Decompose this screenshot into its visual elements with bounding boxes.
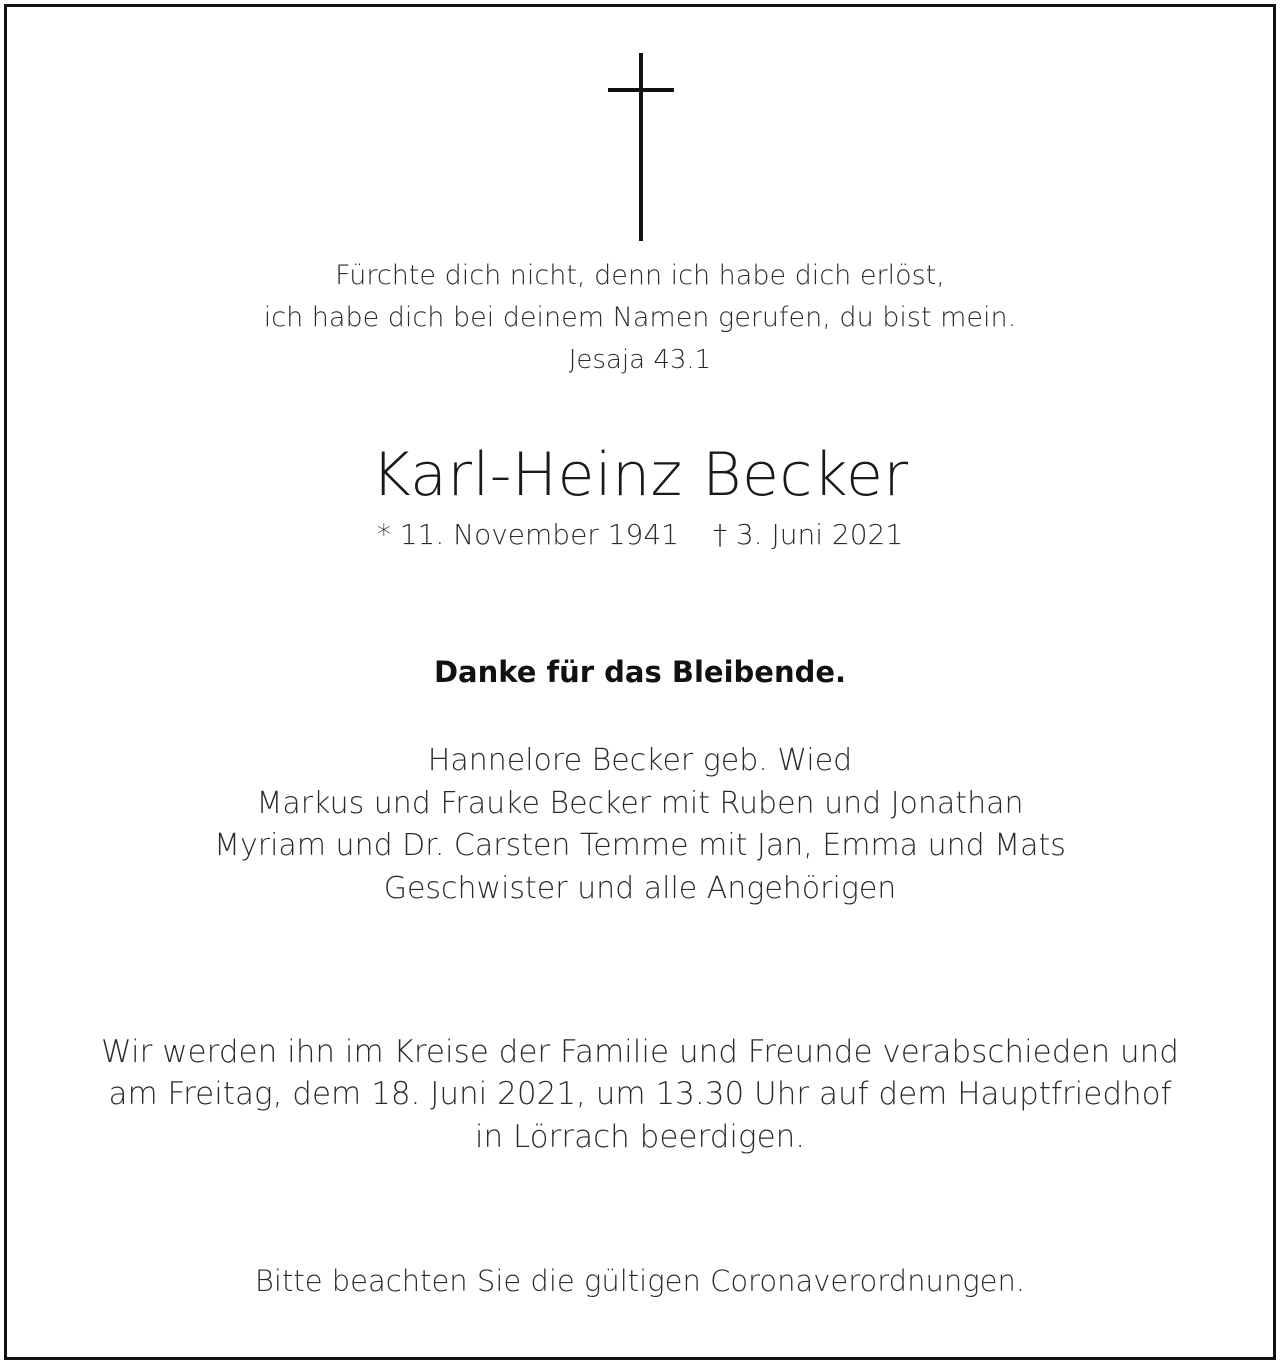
thanks-heading: Danke für das Bleibende. xyxy=(433,655,847,689)
funeral-notice-line: in Lörrach beerdigen. xyxy=(474,1119,806,1155)
funeral-notice-line: am Freitag, dem 18. Juni 2021, um 13.30 Uhr auf dem Hauptfriedhof xyxy=(108,1076,1172,1112)
verse-source: Jesaja 43.1 xyxy=(568,345,712,375)
mourner-line: Myriam und Dr. Carsten Temme mit Jan, Emma und Mats xyxy=(214,828,1066,863)
mourner-line: Markus und Frauke Becker mit Ruben und Jonathan xyxy=(256,786,1024,821)
birth-date: * 11. November 1941 xyxy=(376,518,679,551)
cross-icon xyxy=(608,53,674,241)
deceased-name: Karl-Heinz Becker xyxy=(371,440,909,510)
mourner-line: Geschwister und alle Angehörigen xyxy=(383,871,897,906)
life-dates xyxy=(0,518,1280,551)
funeral-notice-line: Wir werden ihn im Kreise der Familie und Freunde verabschieden und xyxy=(101,1034,1179,1070)
verse-line-1: Fürchte dich nicht, denn ich habe dich erlöst, xyxy=(335,260,945,291)
corona-note: Bitte beachten Sie die gültigen Coronaverordnungen. xyxy=(254,1264,1026,1298)
death-date: † 3. Juni 2021 xyxy=(712,518,904,551)
verse-line-2: ich habe dich bei deinem Namen gerufen, du bist mein. xyxy=(263,302,1017,333)
mourner-line: Hannelore Becker geb. Wied xyxy=(427,743,853,778)
